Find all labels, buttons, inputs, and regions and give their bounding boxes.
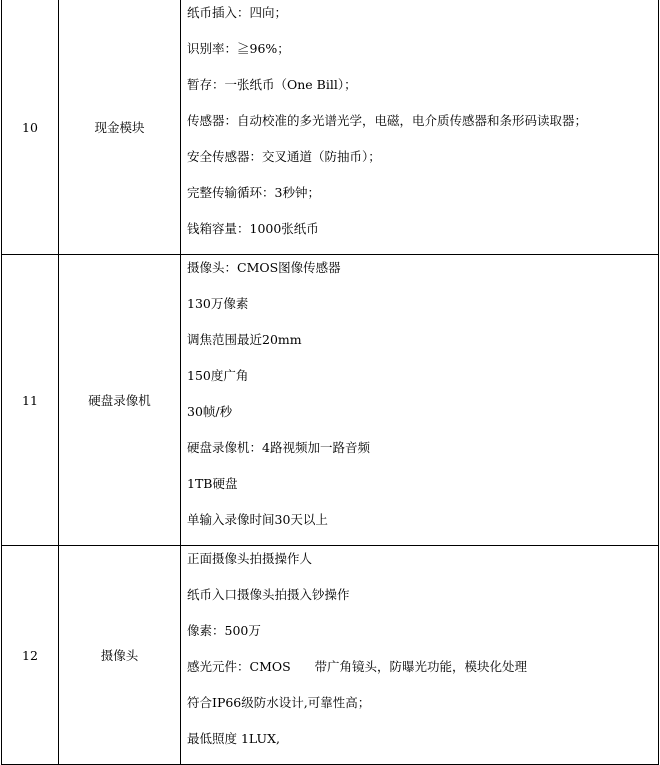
spec-line: 钱箱容量：1000张纸币 bbox=[187, 221, 319, 236]
spec-line: 像素：500万 bbox=[187, 623, 261, 638]
table-row bbox=[2, 255, 659, 546]
module-name-cell: 硬盘录像机 bbox=[59, 255, 181, 546]
spec-line: 纸币入口摄像头拍摄入钞操作 bbox=[187, 587, 350, 602]
row-number-cell: 11 bbox=[2, 255, 59, 546]
spec-line: 暂存：一张纸币（One Bill）； bbox=[187, 77, 357, 92]
spec-line: 安全传感器：交叉通道（防抽币）； bbox=[187, 149, 381, 164]
spec-table bbox=[1, 0, 659, 765]
spec-cell bbox=[181, 0, 659, 255]
spec-cell bbox=[181, 255, 659, 546]
spec-line: 130万像素 bbox=[187, 296, 249, 311]
spec-line: 1TB硬盘 bbox=[187, 476, 238, 491]
spec-line: 纸币插入：四向； bbox=[187, 5, 288, 20]
spec-line: 完整传输循环：3秒钟； bbox=[187, 185, 320, 200]
table-row bbox=[2, 0, 659, 255]
table-row bbox=[2, 546, 659, 765]
spec-line: 30帧/秒 bbox=[187, 404, 233, 419]
row-number-cell: 10 bbox=[2, 0, 59, 255]
spec-line: 调焦范围最近20mm bbox=[187, 332, 302, 347]
spec-line: 单输入录像时间30天以上 bbox=[187, 512, 328, 527]
spec-line: 感光元件：CMOS 带广角镜头，防曝光功能，模块化处理 bbox=[187, 659, 528, 674]
spec-line: 硬盘录像机：4路视频加一路音频 bbox=[187, 440, 370, 455]
spec-line: 摄像头：CMOS图像传感器 bbox=[187, 260, 341, 275]
spec-table-body bbox=[2, 0, 659, 765]
spec-line: 符合IP66级防水设计,可靠性高； bbox=[187, 695, 371, 710]
spec-line: 最低照度 1LUX, bbox=[187, 731, 280, 746]
spec-cell bbox=[181, 546, 659, 765]
spec-line: 150度广角 bbox=[187, 368, 249, 383]
spec-line: 正面摄像头拍摄操作人 bbox=[187, 551, 313, 566]
row-number-cell: 12 bbox=[2, 546, 59, 765]
module-name-cell: 现金模块 bbox=[59, 0, 181, 255]
spec-line: 识别率：≧96%； bbox=[187, 41, 290, 56]
module-name-cell: 摄像头 bbox=[59, 546, 181, 765]
spec-line: 传感器：自动校准的多光谱光学，电磁，电介质传感器和条形码读取器； bbox=[187, 113, 588, 128]
